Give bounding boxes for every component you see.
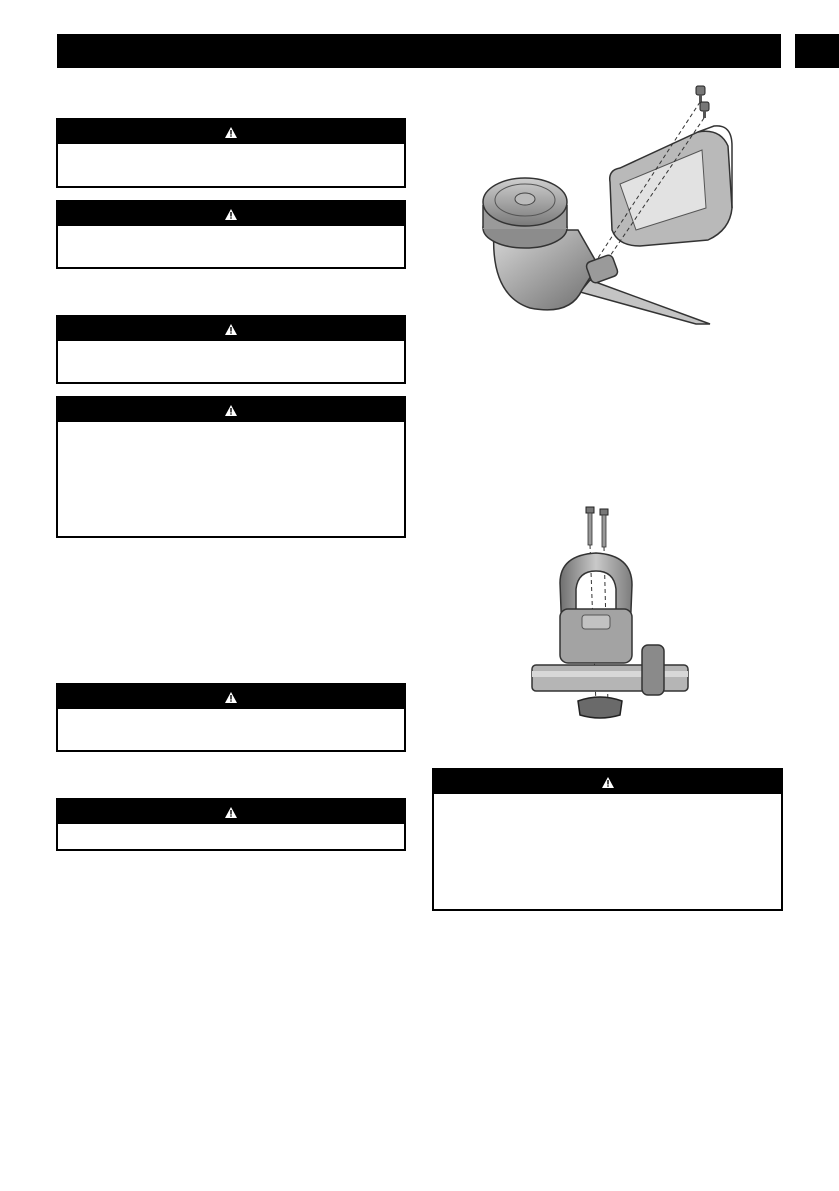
warning-header	[434, 770, 781, 794]
auxiliary-handle-installation-figure	[530, 505, 690, 720]
language-tab	[795, 34, 839, 68]
warning-triangle-icon	[225, 692, 237, 703]
warning-triangle-icon	[602, 777, 614, 788]
warning-box	[56, 200, 406, 269]
warning-header	[58, 398, 404, 422]
warning-triangle-icon	[225, 209, 237, 220]
warning-box	[56, 798, 406, 851]
warning-box	[56, 683, 406, 752]
bolt-icon	[586, 507, 594, 545]
screw-icon	[696, 86, 705, 102]
warning-header	[58, 800, 404, 824]
warning-box	[56, 118, 406, 188]
warning-header	[58, 202, 404, 226]
warning-triangle-icon	[225, 807, 237, 818]
warning-header	[58, 317, 404, 341]
warning-triangle-icon	[225, 405, 237, 416]
warning-triangle-icon	[225, 324, 237, 335]
warning-header	[58, 120, 404, 144]
section-header-bar	[57, 34, 781, 68]
lower-clamp	[578, 697, 622, 718]
shaft-clamp	[642, 645, 664, 695]
warning-box	[56, 315, 406, 384]
warning-box	[432, 768, 783, 911]
warning-triangle-icon	[225, 127, 237, 138]
warning-box	[56, 396, 406, 538]
guard-installation-figure	[470, 80, 745, 330]
bolt-icon	[600, 509, 608, 547]
shaft	[580, 280, 710, 324]
screw-icon	[700, 102, 709, 118]
warning-header	[58, 685, 404, 709]
